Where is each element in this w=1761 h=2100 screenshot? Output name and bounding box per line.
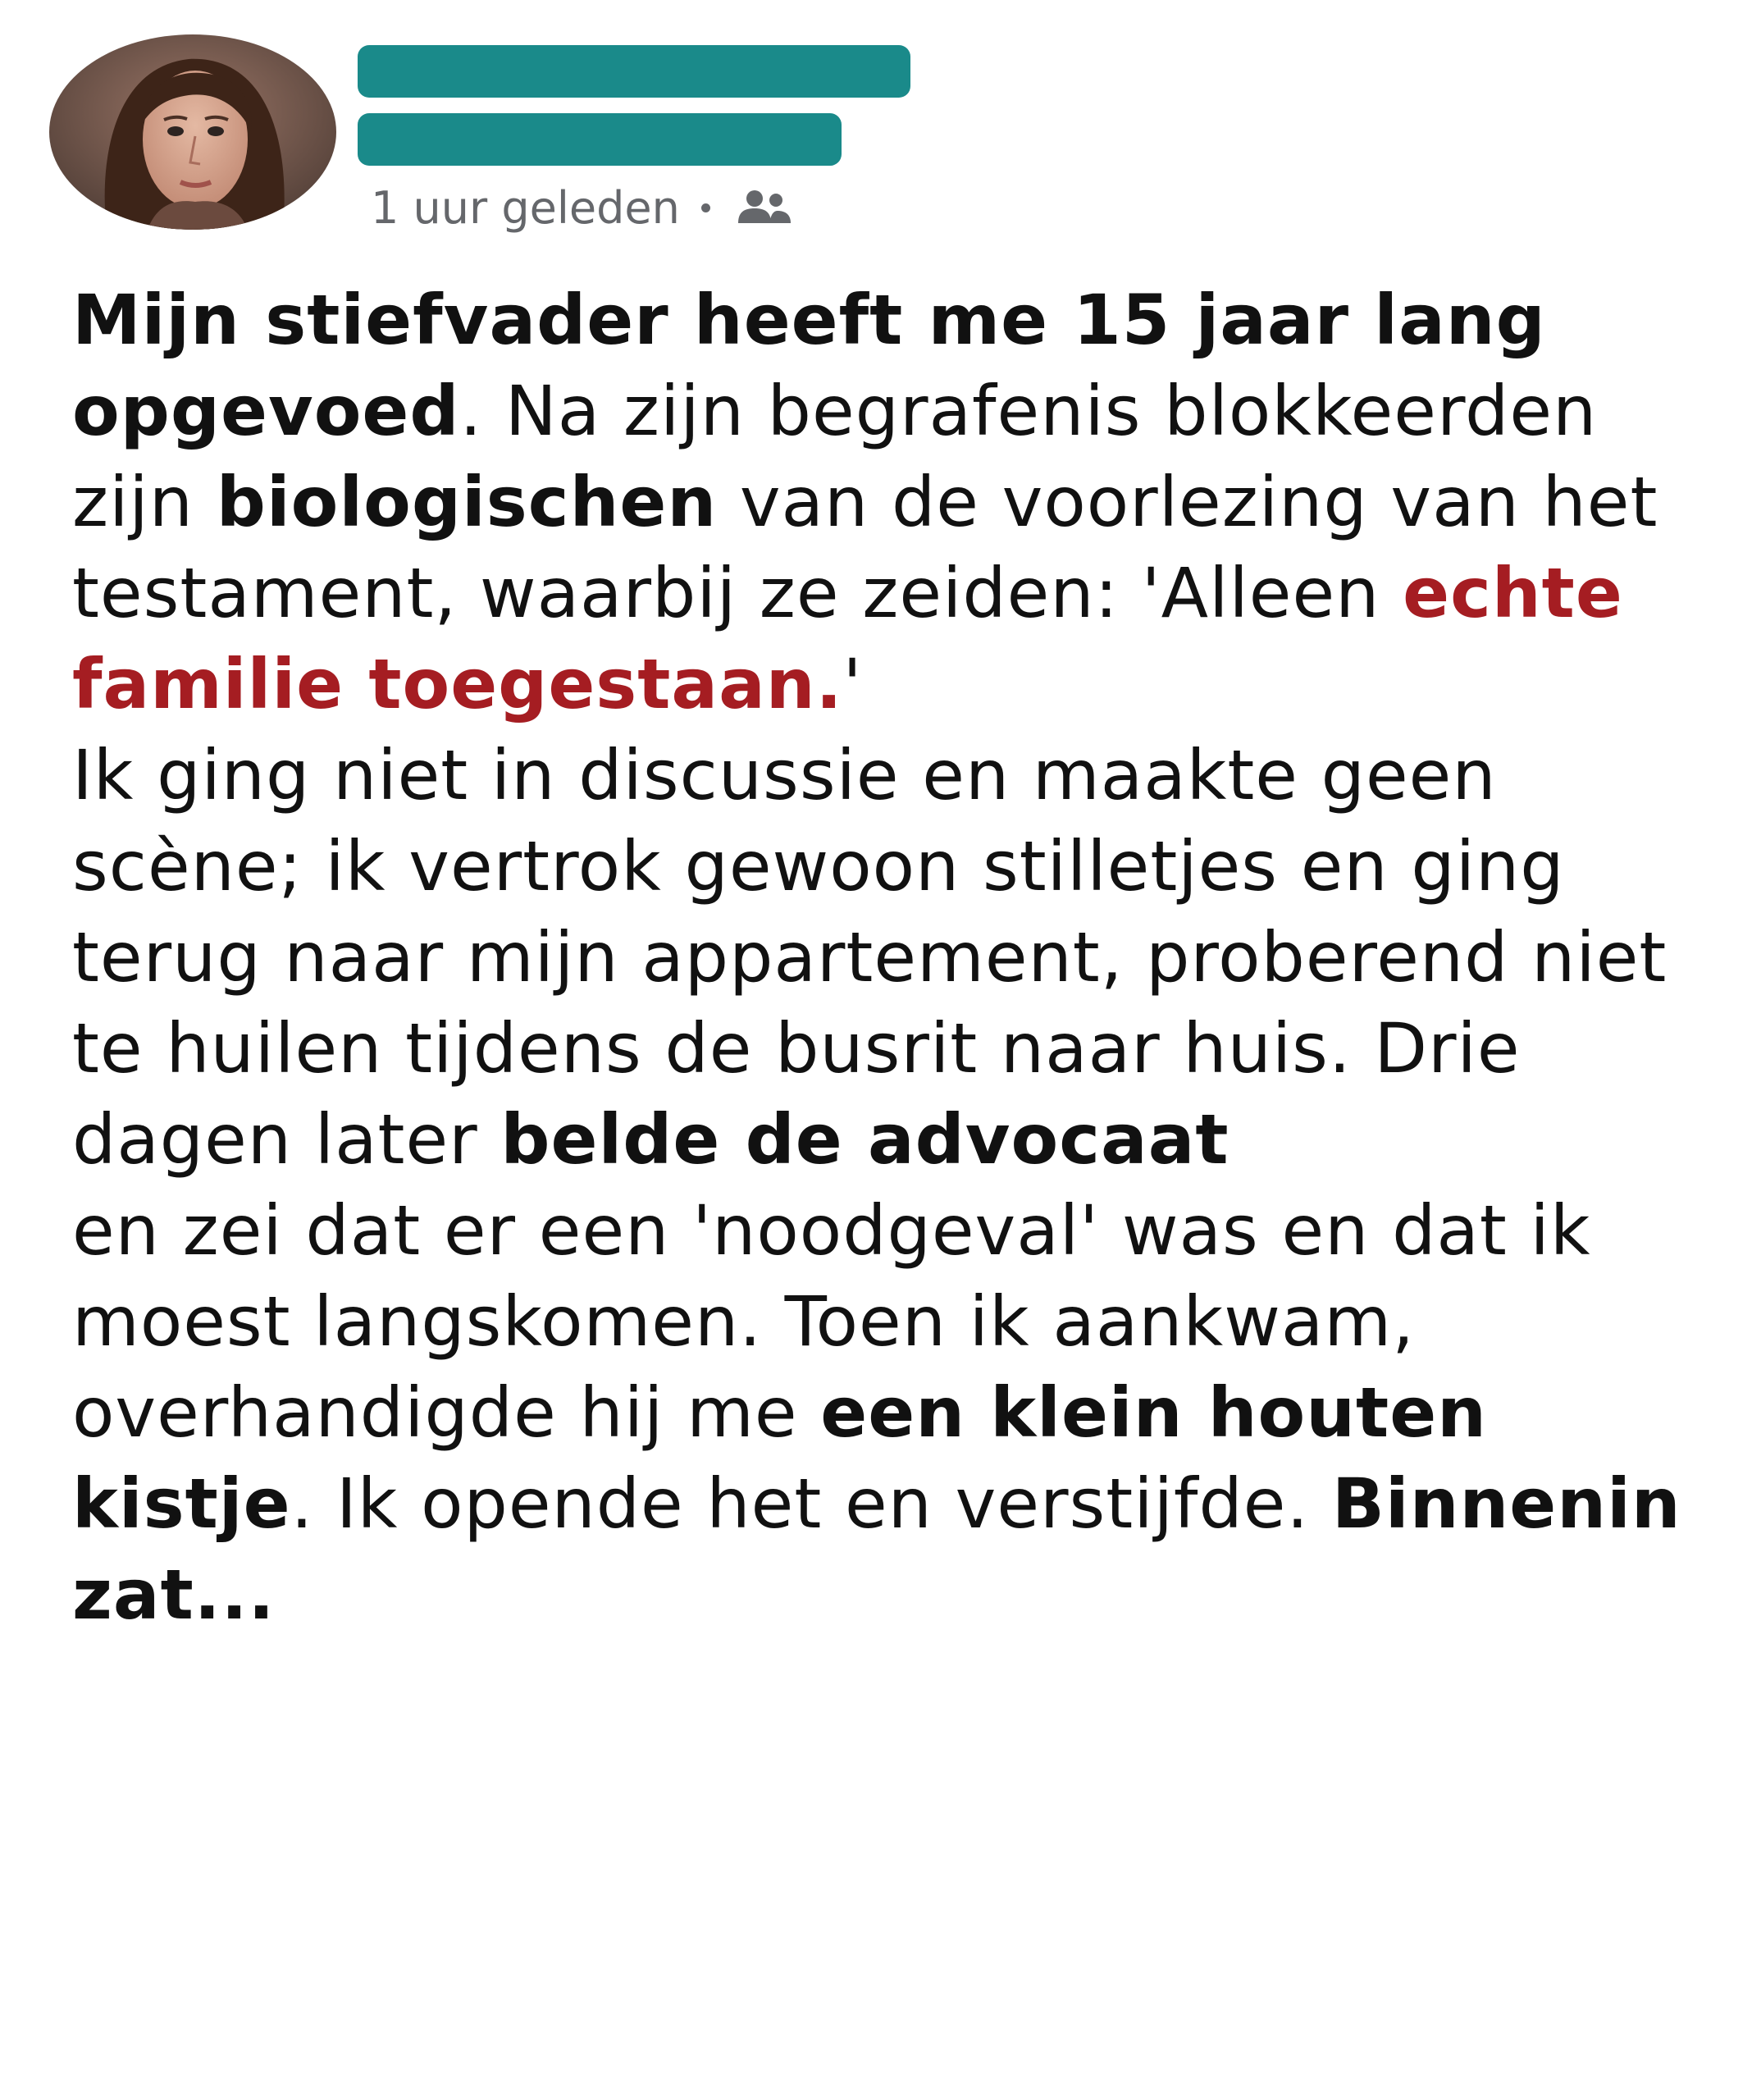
story-emphasis: een klein houten kistje [72,1372,1487,1544]
story-text: ' [842,644,863,724]
story-headline: Mijn stiefvader heeft me 15 jaar lang opgevoed [72,280,1546,451]
story-text: van de voorlezing van het testament, waarbij ze zeiden: 'Alleen [72,462,1658,633]
story-text: en zei dat er een 'noodgeval' was en dat ik moest langskomen. Toen ik aankwam, overhandigde hij me [72,1190,1591,1453]
post-meta [371,182,801,233]
friends-icon[interactable] [730,187,801,228]
redacted-group-name [358,113,842,166]
avatar[interactable] [49,34,336,230]
story-highlight: echte familie toegestaan. [72,553,1623,724]
story-emphasis: belde de advocaat [500,1099,1230,1180]
story-emphasis: biologischen [216,462,718,542]
avatar-photo [49,34,336,230]
story-text: . Ik opende het en verstijfde. [290,1463,1332,1544]
story-text: . Na zijn begrafenis blokkeerden zijn [72,371,1598,542]
post-text [72,275,1729,1641]
post-timestamp[interactable]: 1 uur geleden [371,181,680,234]
story-text: Ik ging niet in discussie en maakte geen scène; ik vertrok gewoon stilletjes en ging terug naar mijn appartement, proberend niet te huilen tijdens de busrit naar huis. Drie dagen later [72,735,1667,1180]
separator-dot [701,203,710,212]
story-cliffhanger: Binnenin zat... [72,1463,1681,1635]
redacted-author-name [358,45,910,98]
